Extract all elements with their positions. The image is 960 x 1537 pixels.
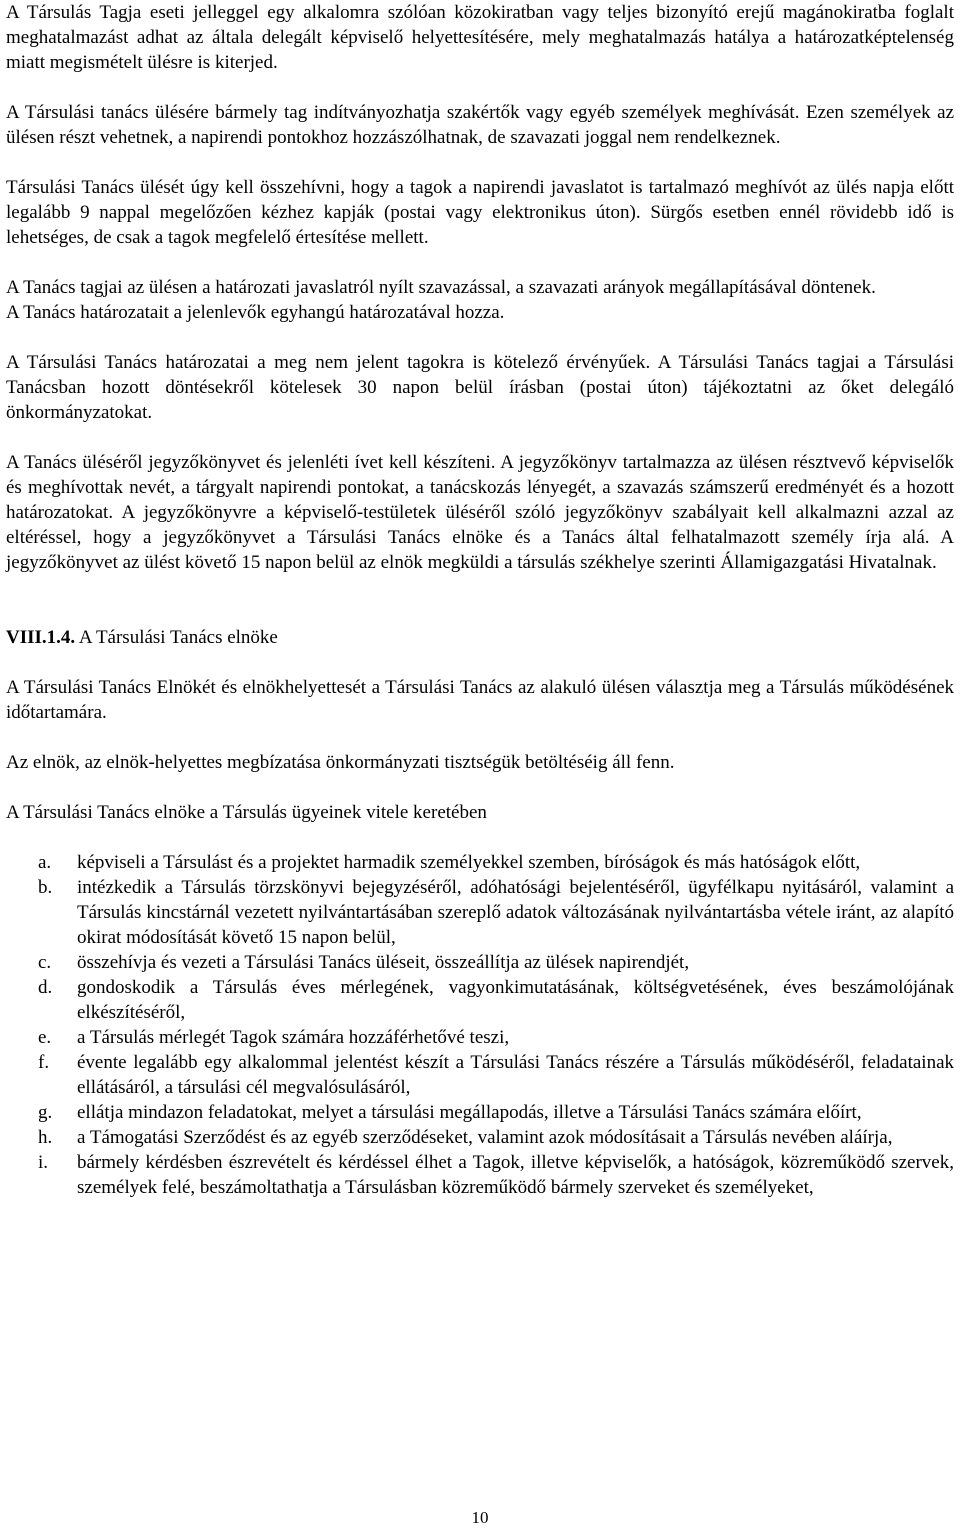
list-item <box>6 1025 954 1050</box>
paragraph-decisions: A Tanács határozatait a jelenlevők egyhangú határozatával hozza. <box>6 302 505 323</box>
list-item-text: a Társulás mérlegét Tagok számára hozzáférhetővé teszi, <box>77 1027 510 1048</box>
section-title: A Társulási Tanács elnöke <box>75 627 278 648</box>
list-item <box>6 1150 954 1200</box>
list-item-text: összehívja és vezeti a Társulási Tanács üléseit, összeállítja az ülések napirendjét, <box>77 952 690 973</box>
list-marker: c. <box>38 952 52 973</box>
list-marker: g. <box>38 1102 53 1123</box>
duties-list <box>6 850 954 1200</box>
list-item <box>6 850 954 875</box>
list-item-text: évente legalább egy alkalommal jelentést készít a Társulási Tanács részére a Társulás működéséről, feladatainak ellátásáról, a társulási cél megvalósulásáról, <box>77 1052 954 1098</box>
paragraph-convening: Társulási Tanács ülését úgy kell összehívni, hogy a tagok a napirendi javaslatot is tartalmazó meghívót az ülés napja előtt legalább 9 nappal megelőzően kézhez kapják (postai vagy elektronikus úton). Sürgős esetben ennél rövidebb idő is lehetséges, de csak a tagok megfelelő értesítése mellett. <box>6 177 954 248</box>
list-item-text: gondoskodik a Társulás éves mérlegének, vagyonkimutatásának, költségvetésének, éves beszámolójának elkészítéséről, <box>77 977 954 1023</box>
list-item <box>6 875 954 950</box>
list-item <box>6 1050 954 1100</box>
page-number: 10 <box>471 1508 489 1527</box>
paragraph-binding: A Társulási Tanács határozatai a meg nem jelent tagokra is kötelező érvényűek. A Társulási Tanács tagjai a Társulási Tanácsban hozott döntésekről kötelesek 30 napon belül írásban (postai úton) tájékoztatni az őket delegáló önkormányzatokat. <box>6 352 954 423</box>
paragraph-proxy: A Társulás Tagja eseti jelleggel egy alkalomra szólóan közokiratban vagy teljes bizonyító erejű magánokiratba foglalt meghatalmazást adhat az általa delegált képviselő helyettesítésére, mely meghatalmazás hatálya a határozatképtelenség miatt megismételt ülésre is kiterjed. <box>6 2 954 73</box>
list-marker: f. <box>38 1052 50 1073</box>
list-item-text: képviseli a Társulást és a projektet harmadik személyekkel szemben, bíróságok és más hatóságok előtt, <box>77 852 861 873</box>
paragraph-duties-intro: A Társulási Tanács elnöke a Társulás ügyeinek vitele keretében <box>6 802 487 823</box>
list-item-text: intézkedik a Társulás törzskönyvi bejegyzéséről, adóhatósági bejelentéséről, ügyfélkapu nyitásáról, valamint a Társulás kincstárnál vezetett nyilvántartásában szereplő adatok változásának nyilvántartásba vétele iránt, az alapító okirat módosítását követő 15 napon belül, <box>77 877 954 948</box>
list-item-text: bármely kérdésben észrevételt és kérdéssel élhet a Tagok, illetve képviselők, a hatóságok, közreműködő szervek, személyek felé, beszámoltathatja a Társulásban közreműködő bármely szerveket és személyeket, <box>77 1152 954 1198</box>
paragraph-minutes: A Tanács üléséről jegyzőkönyvet és jelenléti ívet kell készíteni. A jegyzőkönyv tartalmazza az ülésen résztvevő képviselők és meghívottak nevét, a tárgyalt napirendi pontokat, a tanácskozás lényegét, a szavazás számszerű eredményét és a hozott határozatokat. A jegyzőkönyvre a képviselő-testületek üléséről szóló jegyzőkönyv szabályait kell alkalmazni azzal az eltéréssel, hogy a jegyzőkönyvet a Társulási Tanács elnöke és a Tanács által felhatalmazott személy írja alá. A jegyzőkönyvet az ülést követő 15 napon belül az elnök megküldi a társulás székhelye szerinti Államigazgatási Hivatalnak. <box>6 452 954 573</box>
section-heading <box>6 625 954 650</box>
list-item <box>6 1100 954 1125</box>
paragraph-guests: A Társulási tanács ülésére bármely tag indítványozhatja szakértők vagy egyéb személyek meghívását. Ezen személyek az ülésen részt vehetnek, a napirendi pontokhoz hozzászólhatnak, de szavazati joggal nem rendelkeznek. <box>6 102 954 148</box>
list-marker: e. <box>38 1027 52 1048</box>
list-item-text: ellátja mindazon feladatokat, melyet a társulási megállapodás, illetve a Társulási Tanács számára előírt, <box>77 1102 862 1123</box>
list-marker: h. <box>38 1127 53 1148</box>
paragraph-mandate: Az elnök, az elnök-helyettes megbízatása önkormányzati tisztségük betöltéséig áll fenn. <box>6 752 675 773</box>
list-item-text: a Támogatási Szerződést és az egyéb szerződéseket, valamint azok módosításait a Társulás nevében aláírja, <box>77 1127 893 1148</box>
list-marker: d. <box>38 977 53 998</box>
list-item <box>6 975 954 1025</box>
list-item <box>6 1125 954 1150</box>
list-marker: b. <box>38 877 53 898</box>
paragraph-voting: A Tanács tagjai az ülésen a határozati javaslatról nyílt szavazással, a szavazati arányok megállapításával döntenek. <box>6 277 876 298</box>
document-page <box>6 0 954 1200</box>
list-marker: a. <box>38 852 52 873</box>
list-marker: i. <box>38 1152 49 1173</box>
list-item <box>6 950 954 975</box>
section-number: VIII.1.4. <box>6 627 76 648</box>
paragraph-election: A Társulási Tanács Elnökét és elnökhelyettesét a Társulási Tanács az alakuló ülésen választja meg a Társulás működésének időtartamára. <box>6 677 954 723</box>
